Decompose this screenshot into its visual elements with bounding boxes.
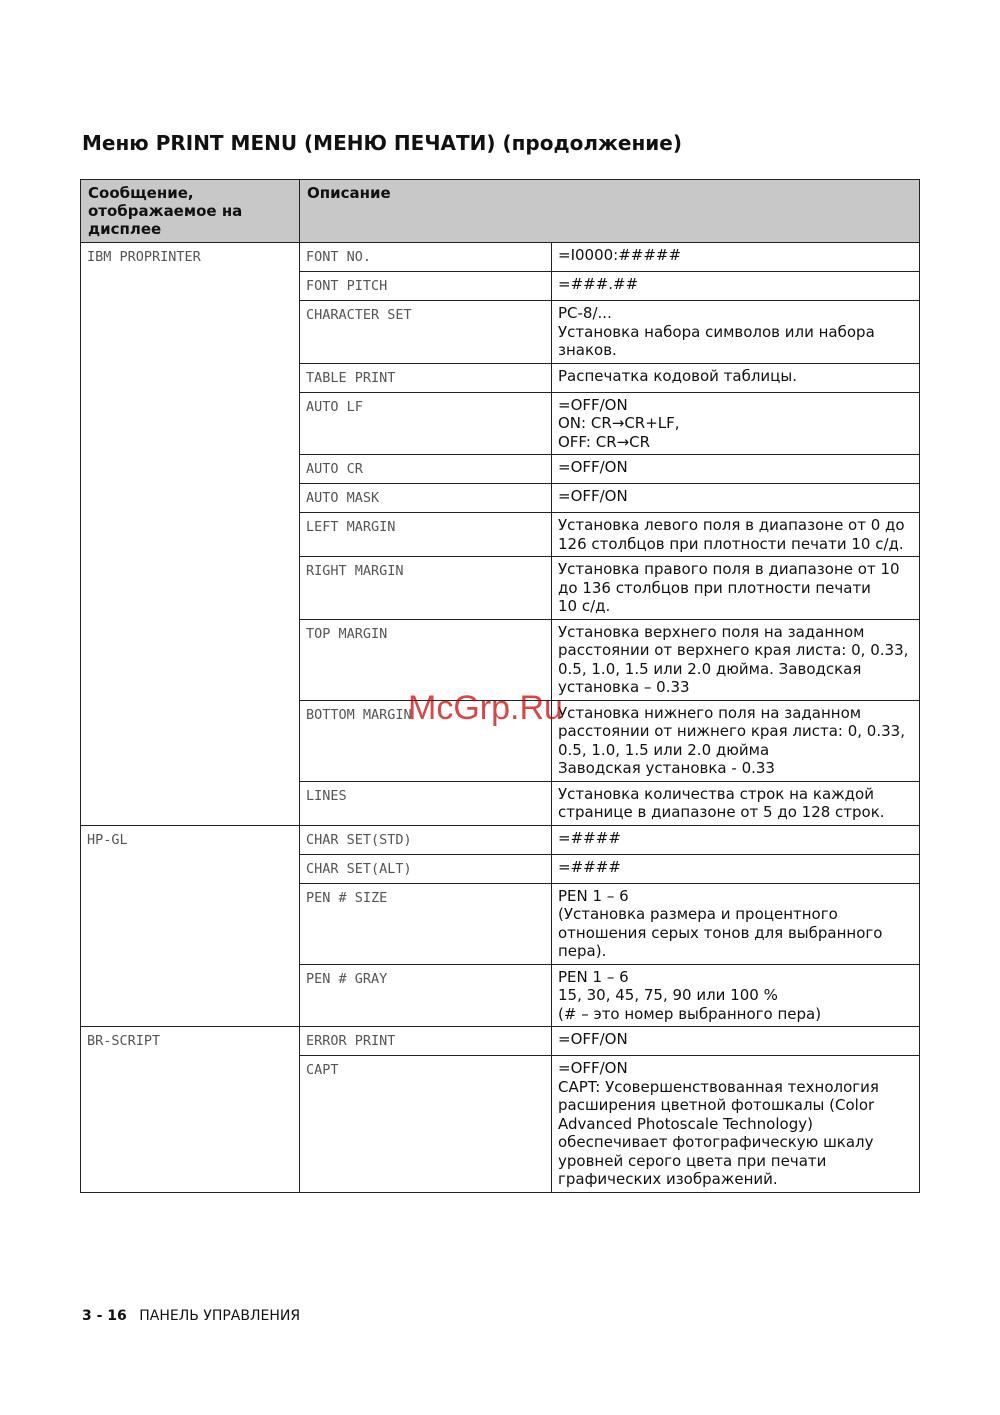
menu-item-description xyxy=(552,1056,920,1193)
menu-item-description xyxy=(552,272,920,301)
menu-item-label: PEN # SIZE xyxy=(300,883,552,964)
menu-item-label: RIGHT MARGIN xyxy=(300,557,552,620)
menu-item-description xyxy=(552,513,920,557)
description-line: =I0000:##### xyxy=(558,246,682,264)
description-line: PEN 1 – 6 xyxy=(558,967,629,986)
print-menu-table xyxy=(80,179,920,1193)
description-line: CAPT: Усовершенствованная технология xyxy=(558,1077,879,1096)
menu-item-label: AUTO LF xyxy=(300,392,552,455)
description-line: расстоянии от верхнего края листа: 0, 0.33, xyxy=(558,641,909,659)
description-line: установка – 0.33 xyxy=(558,678,690,696)
menu-item-description xyxy=(552,392,920,455)
description-line: =OFF/ON xyxy=(558,395,628,414)
description-line: расширения цветной фотошкалы (Color xyxy=(558,1096,875,1114)
description-line: Установка нижнего поля на заданном xyxy=(558,703,862,722)
menu-item-description xyxy=(552,883,920,964)
description-line: =OFF/ON xyxy=(558,1059,628,1077)
description-line: 0.5, 1.0, 1.5 или 2.0 дюйма. Заводская xyxy=(558,659,862,678)
menu-item-description xyxy=(552,619,920,700)
description-line: отношения серых тонов для выбранного xyxy=(558,923,883,942)
menu-item-description xyxy=(552,825,920,854)
description-line: Установка набора символов или набора xyxy=(558,322,875,341)
description-line: 0.5, 1.0, 1.5 или 2.0 дюйма xyxy=(558,740,770,759)
header-message-line: отображаемое на xyxy=(88,202,243,220)
description-line: 10 с/д. xyxy=(558,597,611,615)
menu-item-description xyxy=(552,700,920,781)
menu-item-label: TOP MARGIN xyxy=(300,619,552,700)
description-line: Установка количества строк на каждой xyxy=(558,784,874,803)
table-row xyxy=(81,825,920,854)
menu-item-description xyxy=(552,781,920,825)
description-line: OFF: CR→CR xyxy=(558,432,651,451)
description-line: Установка левого поля в диапазоне от 0 до xyxy=(558,516,905,534)
menu-item-label: LEFT MARGIN xyxy=(300,513,552,557)
table-header-row xyxy=(81,180,920,243)
group-name: BR-SCRIPT xyxy=(81,1027,300,1193)
section-name: ПАНЕЛЬ УПРАВЛЕНИЯ xyxy=(139,1308,301,1324)
description-line: до 136 столбцов при плотности печати xyxy=(558,578,871,597)
menu-item-description xyxy=(552,455,920,484)
menu-item-label: AUTO CR xyxy=(300,455,552,484)
menu-item-label: FONT PITCH xyxy=(300,272,552,301)
menu-item-label: LINES xyxy=(300,781,552,825)
description-line: Распечатка кодовой таблицы. xyxy=(558,366,797,385)
page-title: Меню PRINT MENU (МЕНЮ ПЕЧАТИ) (продолжение) xyxy=(82,131,683,155)
menu-item-label: FONT NO. xyxy=(300,243,552,272)
description-line: Установка правого поля в диапазоне от 10 xyxy=(558,560,900,578)
description-line: 15, 30, 45, 75, 90 или 100 % xyxy=(558,986,778,1004)
description-line: (# – это номер выбранного пера) xyxy=(558,1004,822,1023)
description-line: уровней серого цвета при печати xyxy=(558,1151,827,1170)
description-line: 126 столбцов при плотности печати 10 с/д. xyxy=(558,534,904,553)
table-row xyxy=(81,243,920,272)
description-line: пера). xyxy=(558,942,607,960)
description-line: ON: CR→CR+LF, xyxy=(558,414,680,432)
menu-item-label: CHAR SET(STD) xyxy=(300,825,552,854)
menu-item-label: CAPT xyxy=(300,1056,552,1193)
description-line: PC-8/... xyxy=(558,304,612,322)
menu-item-description xyxy=(552,363,920,392)
header-description: Описание xyxy=(300,180,920,243)
group-name: IBM PROPRINTER xyxy=(81,243,300,826)
page-footer xyxy=(82,1308,300,1324)
menu-item-label: BOTTOM MARGIN xyxy=(300,700,552,781)
menu-item-label: ERROR PRINT xyxy=(300,1027,552,1056)
description-line: =#### xyxy=(558,828,621,847)
header-message-line: Сообщение, xyxy=(88,184,194,202)
watermark: McGrp.Ru xyxy=(408,689,563,727)
header-message xyxy=(81,180,300,243)
group-name: HP-GL xyxy=(81,825,300,1027)
description-line: PEN 1 – 6 xyxy=(558,886,629,905)
menu-item-description xyxy=(552,1027,920,1056)
description-line: =#### xyxy=(558,857,621,876)
menu-item-description xyxy=(552,301,920,364)
menu-item-label: CHAR SET(ALT) xyxy=(300,854,552,883)
description-line: =OFF/ON xyxy=(558,458,628,476)
menu-item-description xyxy=(552,854,920,883)
description-line: обеспечивает фотографическую шкалу xyxy=(558,1133,874,1151)
description-line: расстоянии от нижнего края листа: 0, 0.33, xyxy=(558,722,905,740)
description-line: Заводская установка - 0.33 xyxy=(558,759,775,777)
menu-item-label: CHARACTER SET xyxy=(300,301,552,364)
description-line: =OFF/ON xyxy=(558,487,628,505)
menu-item-description xyxy=(552,557,920,620)
description-line: =OFF/ON xyxy=(558,1030,628,1048)
menu-item-description xyxy=(552,964,920,1027)
menu-item-description xyxy=(552,243,920,272)
description-line: Установка верхнего поля на заданном xyxy=(558,622,865,641)
description-line: странице в диапазоне от 5 до 128 строк. xyxy=(558,803,885,821)
description-line: знаков. xyxy=(558,341,617,359)
menu-item-label: AUTO MASK xyxy=(300,484,552,513)
description-line: графических изображений. xyxy=(558,1170,778,1188)
menu-item-label: TABLE PRINT xyxy=(300,363,552,392)
description-line: =###.## xyxy=(558,275,639,293)
description-line: Advanced Photoscale Technology) xyxy=(558,1114,813,1133)
menu-item-description xyxy=(552,484,920,513)
page-number: 3 - 16 xyxy=(82,1308,127,1324)
menu-item-label: PEN # GRAY xyxy=(300,964,552,1027)
description-line: (Установка размера и процентного xyxy=(558,905,838,923)
table-row xyxy=(81,1027,920,1056)
header-message-line: дисплее xyxy=(88,220,162,238)
